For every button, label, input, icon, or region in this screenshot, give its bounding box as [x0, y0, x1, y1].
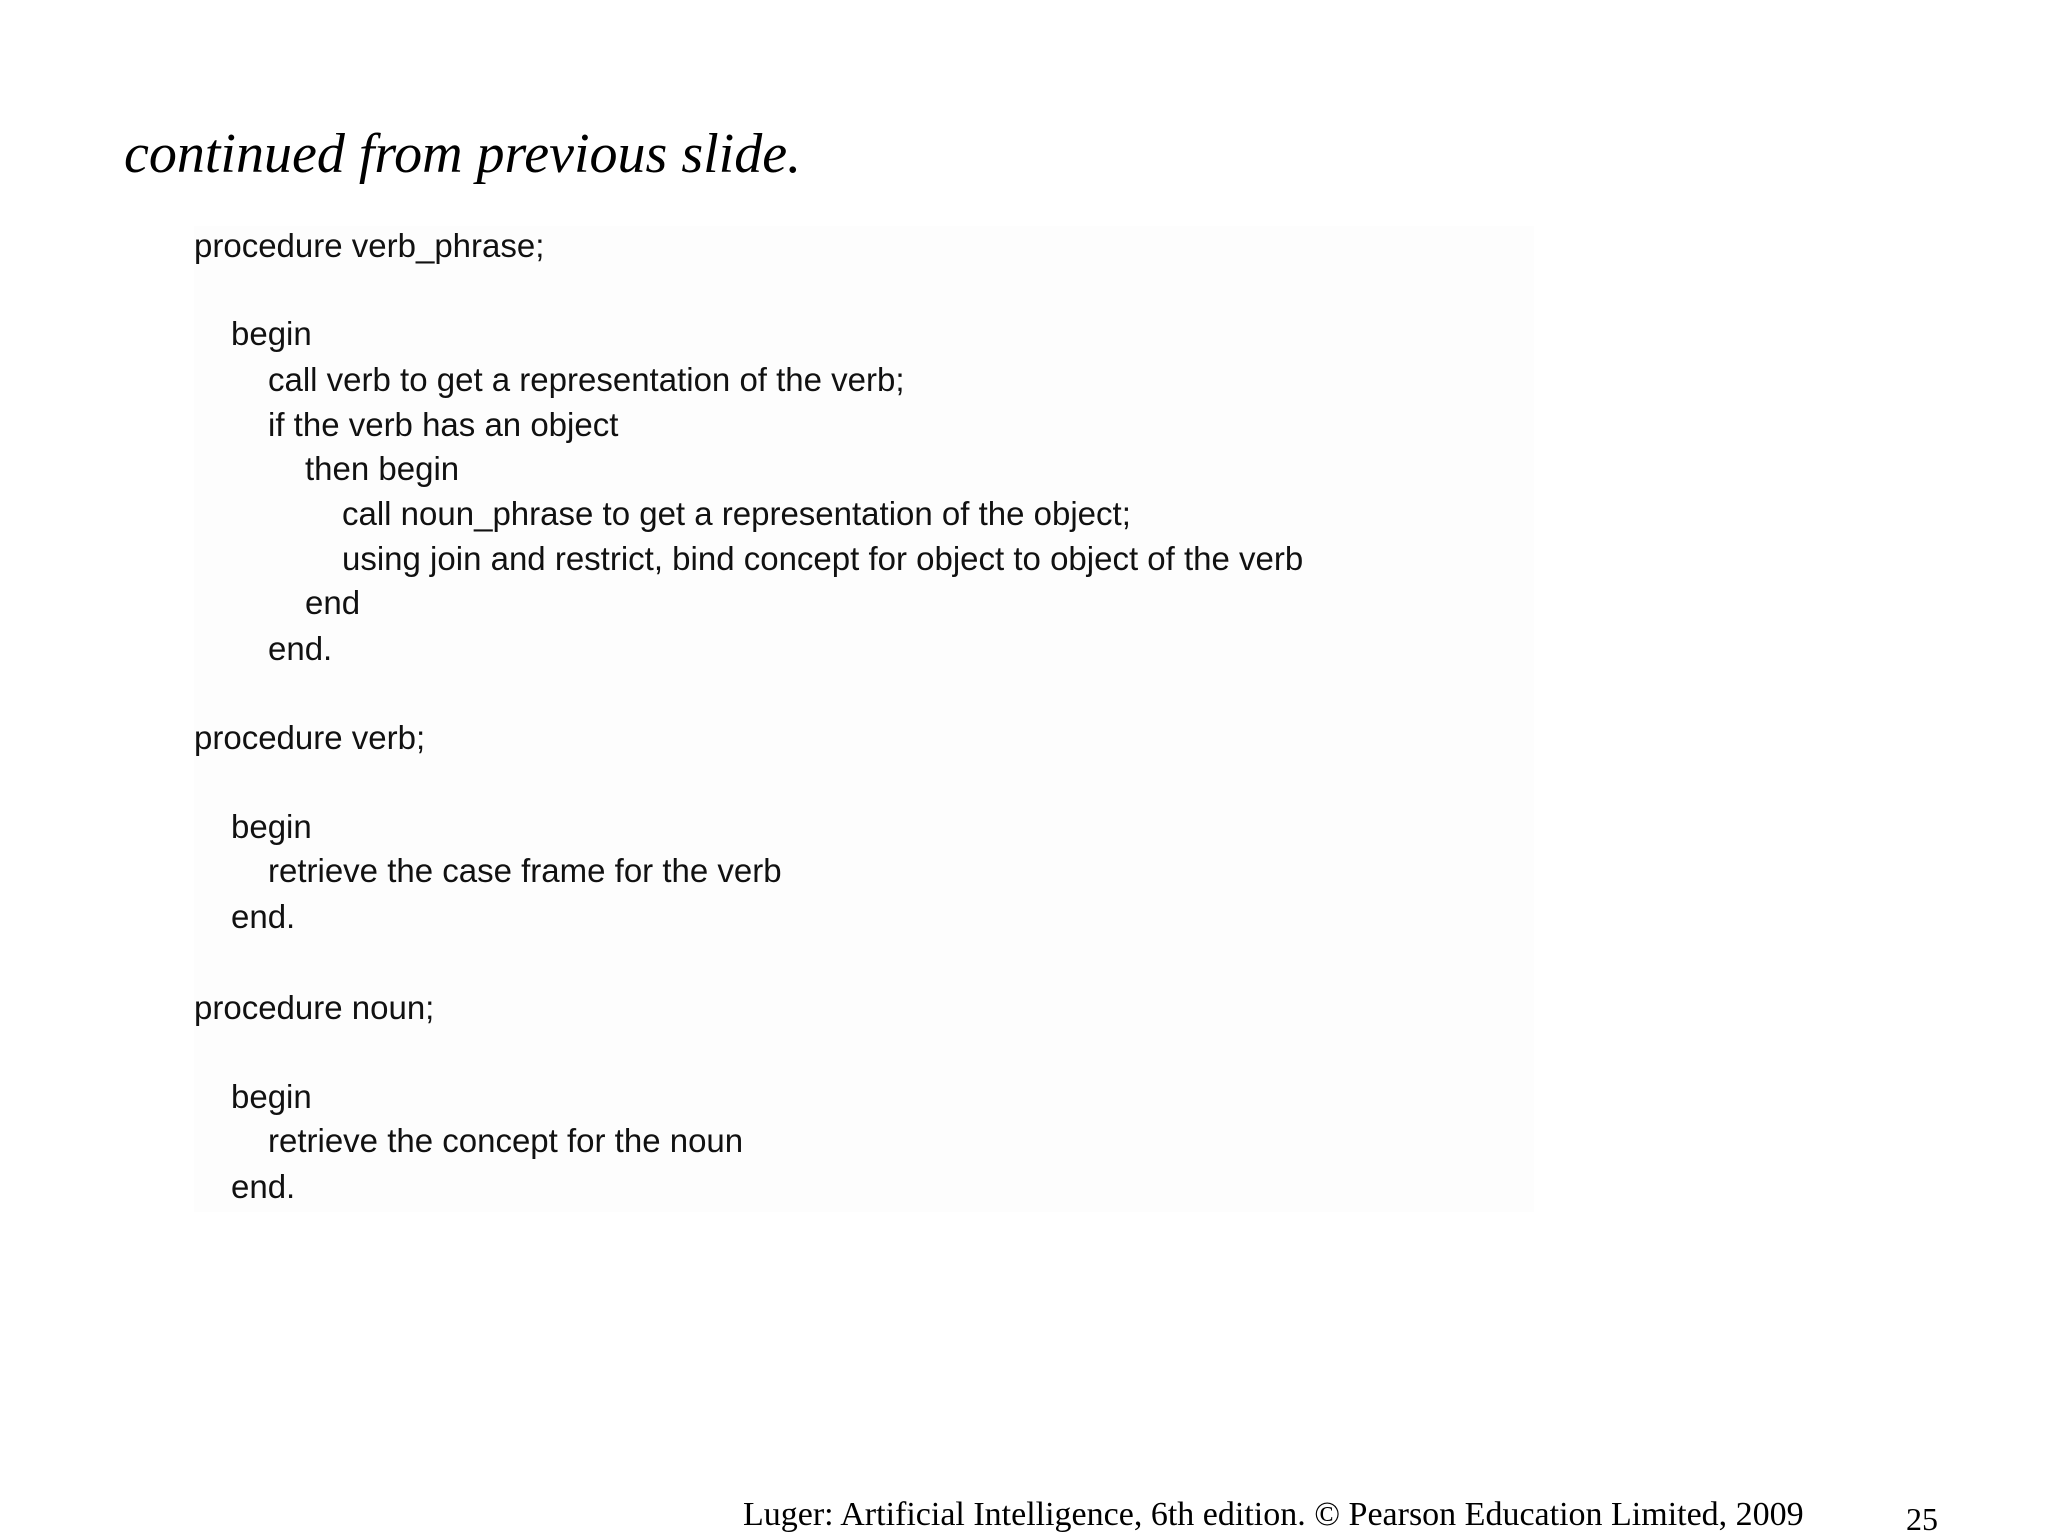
footer-citation: Luger: Artificial Intelligence, 6th edition. © Pearson Education Limited, 2009 — [743, 1496, 1804, 1533]
code-line-begin: begin — [231, 808, 312, 845]
code-line-call-noun-phrase: call noun_phrase to get a representation of the object; — [342, 495, 1131, 532]
code-line-retrieve-case-frame: retrieve the case frame for the verb — [268, 852, 782, 889]
code-line-end-dot: end. — [231, 898, 296, 935]
code-line-end: end — [305, 584, 361, 621]
code-line-begin: begin — [231, 315, 312, 352]
code-line-proc-verb: procedure verb; — [194, 719, 426, 756]
code-line-proc-noun: procedure noun; — [194, 989, 435, 1026]
page-number: 25 — [1906, 1501, 1938, 1537]
slide-heading: continued from previous slide. — [124, 123, 802, 185]
code-line-end-dot: end. — [231, 1168, 296, 1205]
code-line-call-verb: call verb to get a representation of the verb; — [268, 361, 905, 398]
code-line-if-object: if the verb has an object — [268, 406, 619, 443]
code-line-begin: begin — [231, 1078, 312, 1115]
pseudocode-figure — [194, 226, 1534, 1212]
code-line-then-begin: then begin — [305, 450, 460, 487]
code-line-end-dot: end. — [268, 630, 333, 667]
code-line-retrieve-concept: retrieve the concept for the noun — [268, 1122, 744, 1159]
code-line-using-join: using join and restrict, bind concept for object to object of the verb — [342, 540, 1304, 577]
code-line-proc-verb-phrase: procedure verb_phrase; — [194, 227, 545, 264]
